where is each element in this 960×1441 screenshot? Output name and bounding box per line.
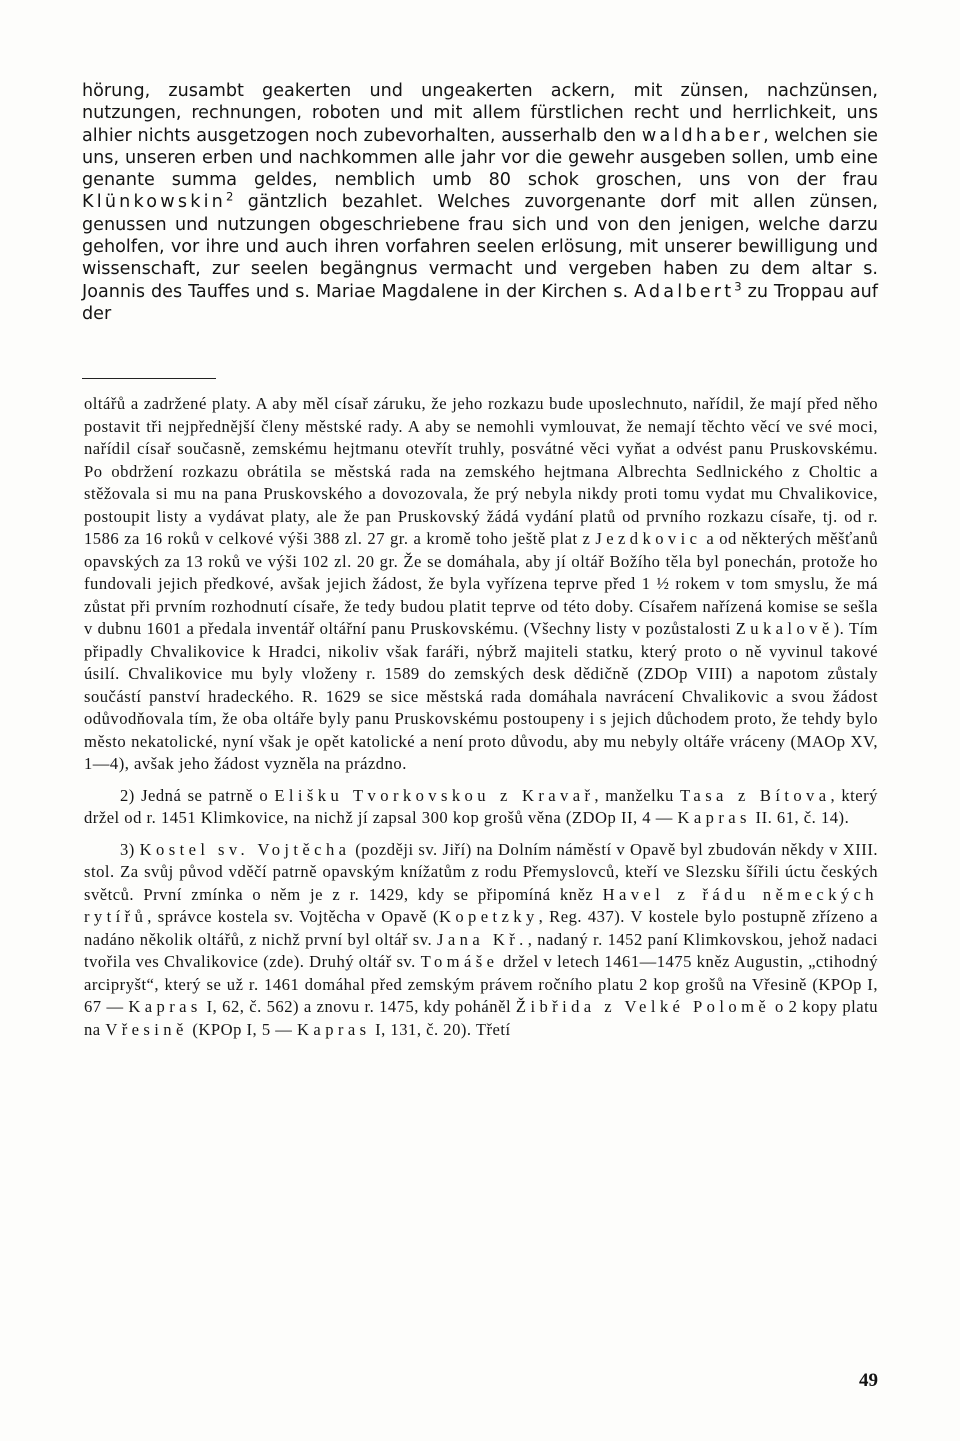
spaced-name: Tomáše [420,952,499,971]
footnote-marker: 2) [120,785,135,805]
footnote-text: (později sv. Jiří) na Dolním náměstí v Opavě byl zbudován někdy v XIII. stol. Za svůj původ vděčí patrně opavským knížatům z rodu Přemyslovců, kteří ve Slezsku šířili úctu českých světců. První zmínka o něm je z r. 1429, kdy se připomíná kněz [84,839,878,904]
main-text [82,80,878,325]
spaced-name: Kapras [677,808,751,827]
footnote-text: I, 131, č. 20). Třetí [370,1019,511,1039]
footnote-2 [84,785,878,830]
footnote-ref-3: 3 [734,279,742,294]
footnote-text: , správce kostela sv. Vojtěcha v Opavě ( [147,907,439,926]
spaced-name: Jezdkovic [595,529,702,548]
footnote-text: , Reg. 437). V kostele bylo postupně zřízeno a nadáno několik oltářů, z nichž první byl oltář sv. [84,907,878,949]
footnote-text: (KPOp I, 5 — [187,1019,298,1039]
footnote-text: držel v letech 1461—1475 kněz Augustin, „ctihodný arcipryšt“, který se už r. 1461 domáhal před zemským právem ročního platu 2 kop grošů na Vřesině (KPOp I, 67 — [84,952,878,1016]
spaced-name: Elišku Tvorkovskou z Kravař [274,785,595,805]
footnote-text: , který držel od r. 1451 Klimkovice, na nichž jí zapsal 300 kop grošů věna (ZDOp II, 4 — [84,785,878,827]
footnote-marker: 3) [120,839,135,859]
main-text-segment: gäntzlich bezahlet. Welches zuvorgenante dorf mit allen zünsen, genussen und nutzungen obgeschriebene frau sich und von den jenigen, welche darzu geholfen, vor ihre und auch ihren vorfahren seelen erlösung, mit unserer bewilligung und wissenschaft, zur seelen begängnus vermacht und vergeben haben zu dem altar s. Joannis des Tauffes und s. Mariae Magdalene in der Kirchen s. [82,192,878,302]
footnote-text: , manželku [594,785,681,805]
spaced-name: Zukalově [735,619,834,638]
footnote-divider [82,378,216,379]
footnote-text: oltářů a zadržené platy. A aby měl císař záruku, že jeho rozkazu bude uposlechnuto, nařídil, že mají před něho postavit tři nejpřednější členy městské rady. A aby se nemohli vymlouvat, že nemají těchto věcí ve své moci, nařídil císař současně, zemskému hejtmanu otevřít truhly, posvátné věci vyňat a odvést panu Pruskovskému. Po obdržení rozkazu obrátila se městská rada na zemského hejtmana Albrechta Sedlnického z Choltic a stěžovala si mu na pana Pruskovského a dovozovala, že prý nebyla nikdy proti tomu vydat mu Chvalikovice, postoupit listy a vydávat platy, ale že pan Pruskovský žádá vydání platů od prvního rozkazu císaře, tj. od r. 1586 za 16 roků v celkové výši 388 zl. 27 gr. a kromě toho ještě plat z [84,394,878,548]
footnote-continuation [84,393,878,776]
footnote-3 [84,839,878,1042]
footnote-text: a od některých měšťanů opavských za 13 roků ve výši 102 zl. 20 gr. Že se domáhala, aby jí oltář Božího těla byl ponechán, protože ho fundovali jejich předkové, avšak jejich žádost, že byla vyřízena teprve před 1 ½ rokem v tom smyslu, že má zůstat při prvním rozhodnutí císaře, že tedy budou platit teprve od této doby. Císařem nařízená komise se sešla v dubnu 1601 a předala inventář oltářní panu Pruskovskému. (Všechny listy v pozůstalosti [84,529,878,638]
spaced-term: waldhaber [641,125,764,146]
spaced-name: Adalbert [634,281,735,302]
footnote-text: o 2 kopy platu na [84,997,879,1039]
spaced-name: Kapras [297,1019,371,1039]
footnote-text: , nadaný r. 1452 paní Klimkovskou, jehož nadaci tvořila ves Chvalikovice (zde). Druhý oltář sv. [84,929,878,971]
main-text-segment: , welchen sie uns, unseren erben und nachkommen alle jahr vor die gewehr ausgeben sollen, umb eine genante summa geldes, nemblich umb 80 schok groschen, uns von der frau [82,125,878,191]
footnote-text: II. 61, č. 14). [750,808,850,827]
spaced-name: Kostel sv. Vojtěcha [139,839,351,859]
footnote-text: I, 62, č. 562) a znovu r. 1475, kdy poháněl [201,997,516,1016]
spaced-name: Vřesině [105,1019,188,1039]
footnote-ref-2: 2 [226,190,234,205]
spaced-name: Kapras [128,997,202,1016]
spaced-name: Jana Kř. [437,929,528,949]
spaced-name: Klünkowskin [82,192,227,213]
spaced-name: Žibřida z Velké Polomě [515,997,771,1016]
page-number: 49 [859,1370,878,1391]
main-text-segment: zu Troppau auf der [82,281,878,324]
footnote-text: Jedná se patrně o [134,785,275,805]
main-text-segment: hörung, zusambt geakerten und ungeakerten ackern, mit zünsen, nachzünsen, nutzungen, rechnungen, roboten und mit allem fürstlichen recht und herrlichkeit, uns alhier nichts ausgetzogen noch zubevorhalten, ausserhalb den [82,81,878,146]
footnote-text: ). Tím připadly Chvalikovice k Hradci, nikoliv však faráři, nýbrž majiteli statku, který proto o ně vyvinul takové úsilí. Chvalikovice mu byly vloženy r. 1589 do zemských desk dědičně (ZDOp VIII) a napotom zůstaly součástí panství hradeckého. R. 1629 se sice městská rada domáhala navrácení Chvalikovic a svou žádost odůvodňovala tím, že oba oltáře byly panu Pruskovskému postoupeny i s jejich důchodem proto, že tehdy bylo město nekatolické, nyní však je opět katolické a není proto důvodu, aby mu nebyly oltáře vráceny (MAOp XV, 1—4), avšak jeho žádost vyzněla na prázdno. [84,619,878,773]
footnotes [84,393,878,1041]
spaced-name: Havel z řádu německých rytířů [84,884,878,926]
spaced-name: Kopetzky [438,907,539,926]
spaced-name: Tasa z Bítova [680,785,831,805]
